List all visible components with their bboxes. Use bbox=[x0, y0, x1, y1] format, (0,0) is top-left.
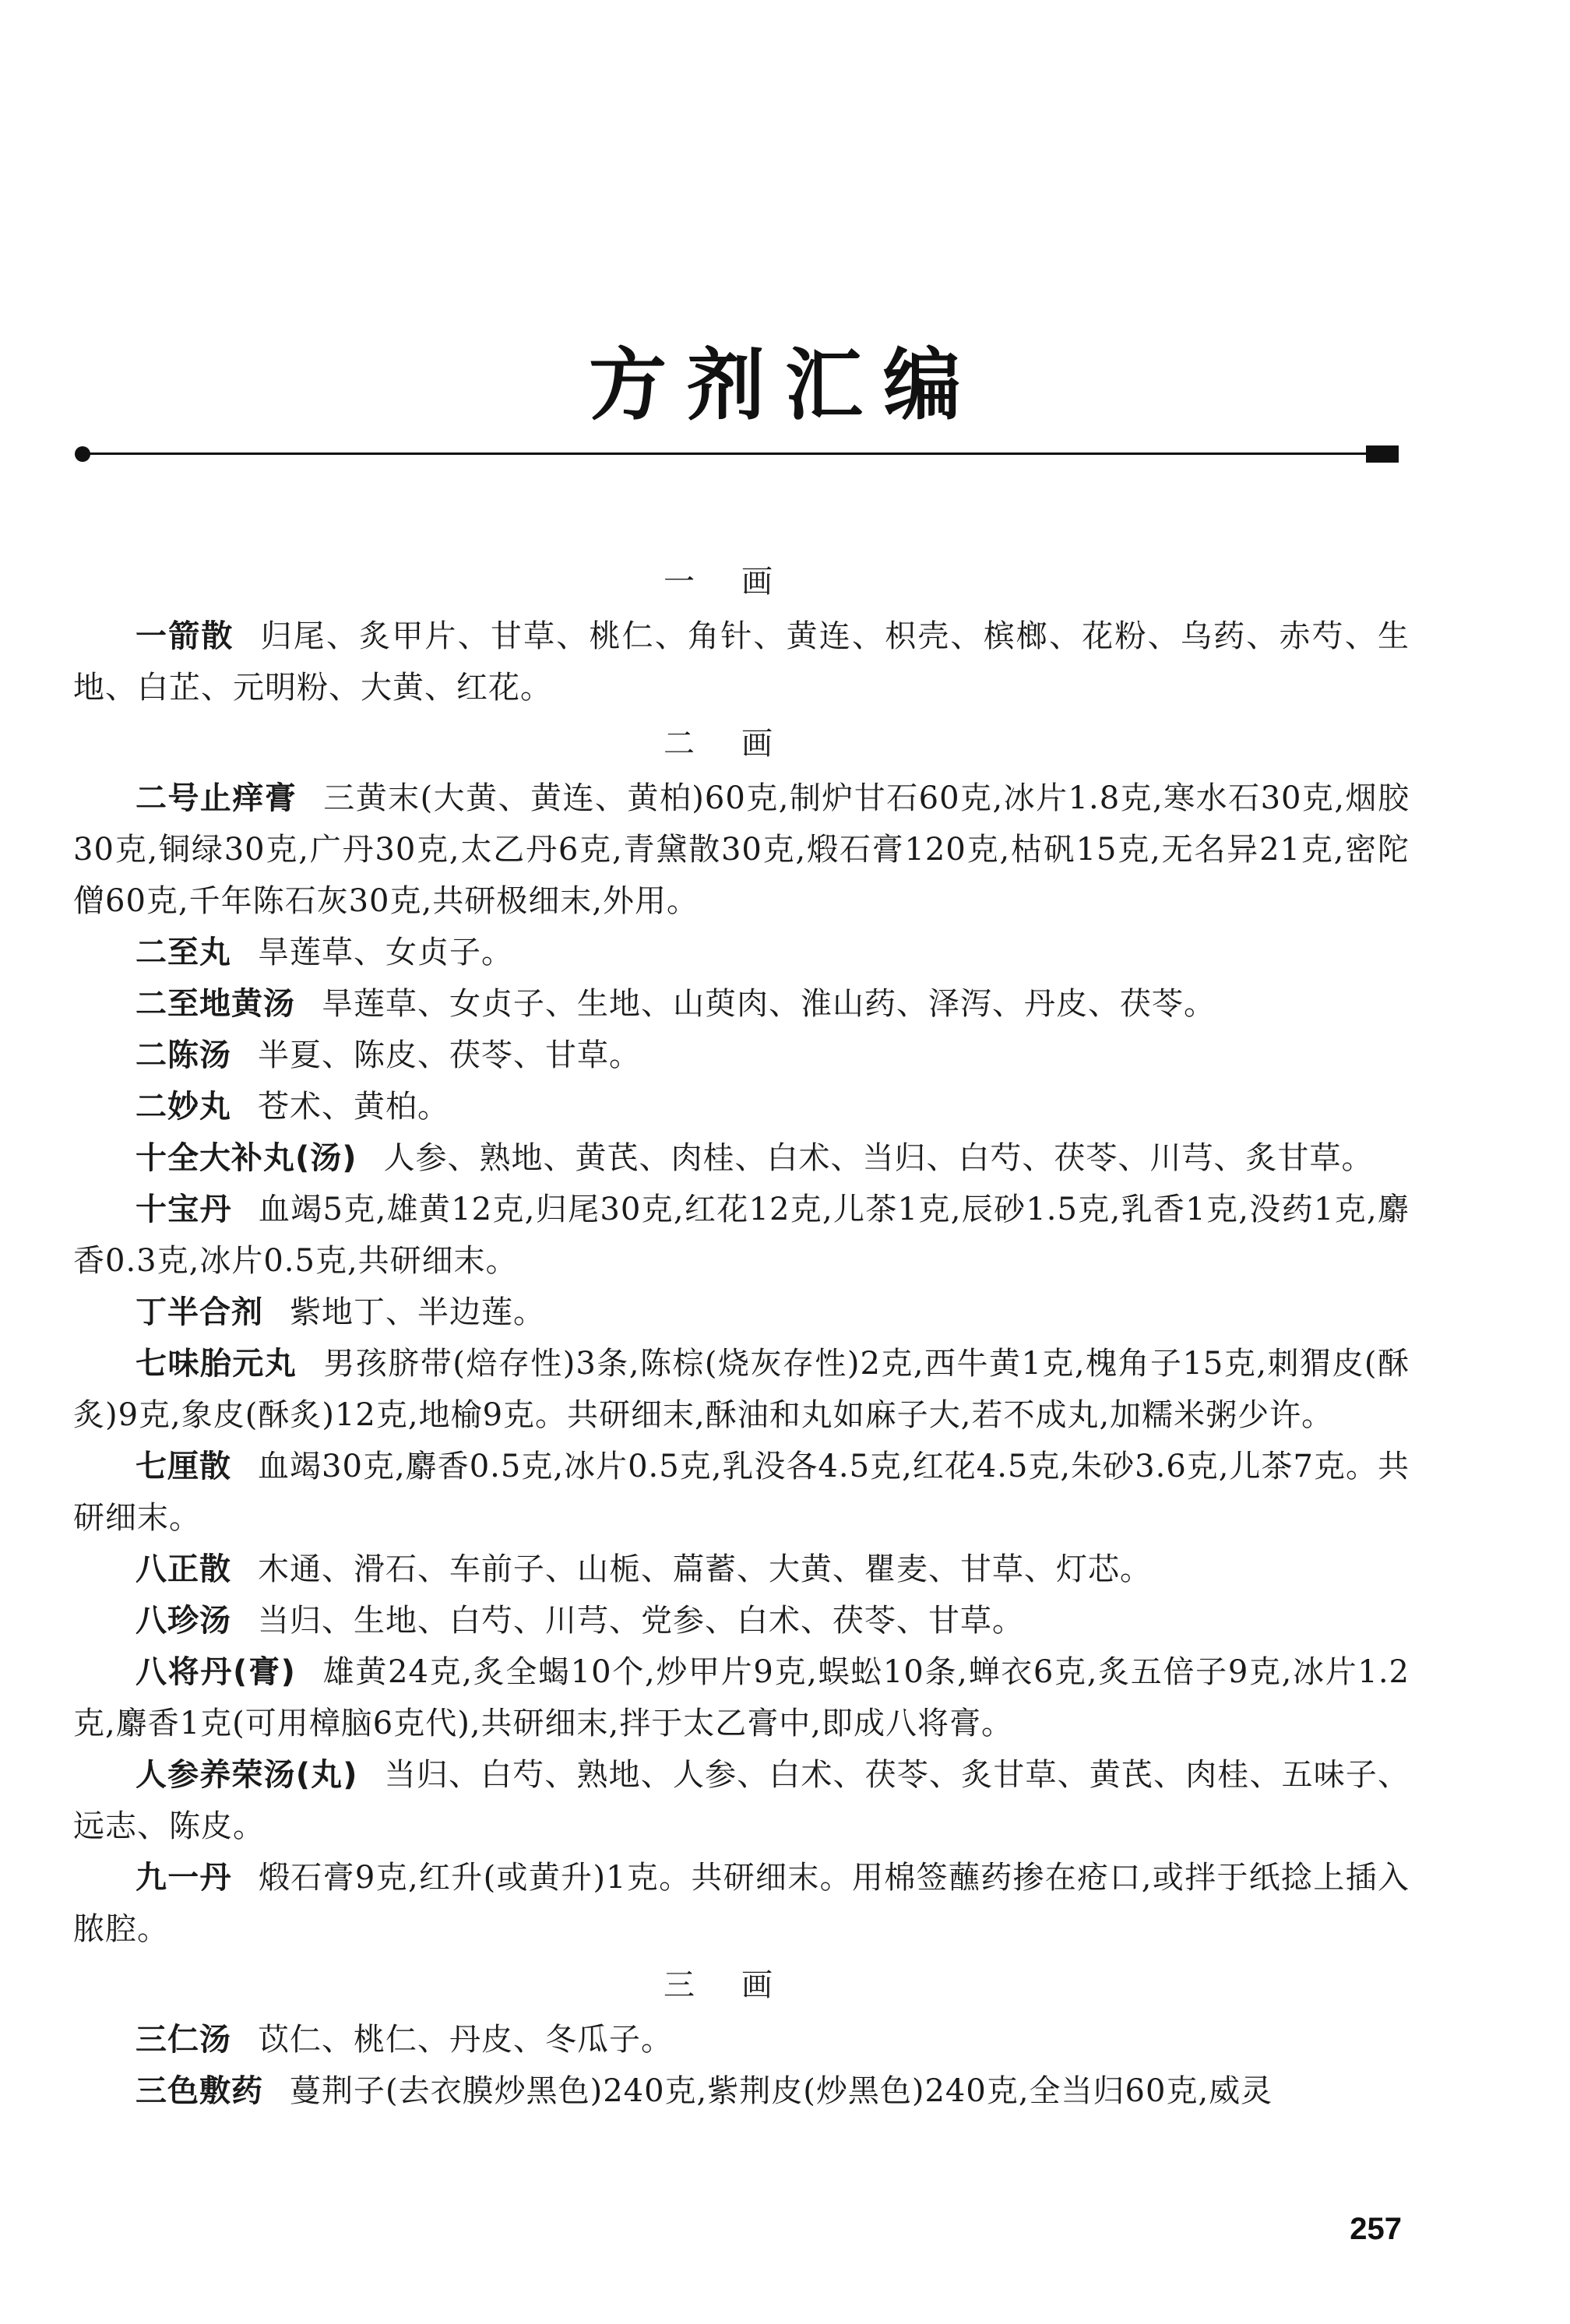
formula-ingredients: 木通、滑石、车前子、山栀、萹蓄、大黄、瞿麦、甘草、灯芯。 bbox=[258, 1551, 1152, 1587]
formula-entry bbox=[73, 1544, 1410, 1595]
formula-entry bbox=[73, 611, 1410, 713]
formula-name: 三仁汤 bbox=[136, 2022, 231, 2058]
section-heading: 二画 bbox=[664, 726, 819, 762]
formula-name: 七厘散 bbox=[136, 1449, 232, 1484]
formula-ingredients: 苍术、黄柏。 bbox=[258, 1089, 449, 1125]
formula-entry bbox=[73, 1030, 1410, 1081]
formula-ingredients: 血竭5克,雄黄12克,归尾30克,红花12克,儿茶1克,辰砂1.5克,乳香1克,没药1克,麝香0.3克,冰片0.5克,共研细末。 bbox=[73, 1192, 1410, 1279]
formula-entry bbox=[73, 1081, 1410, 1132]
formula-entry bbox=[73, 1132, 1410, 1184]
formula-ingredients: 半夏、陈皮、茯苓、甘草。 bbox=[258, 1037, 641, 1073]
formula-entry bbox=[73, 1287, 1410, 1338]
formula-name: 八将丹(膏) bbox=[136, 1654, 296, 1690]
formula-ingredients: 雄黄24克,炙全蝎10个,炒甲片9克,蜈蚣10条,蝉衣6克,炙五倍子9克,冰片1.2克,麝香1克(可用樟脑6克代),共研细末,拌于太乙膏中,即成八将膏。 bbox=[73, 1654, 1410, 1741]
formula-entry bbox=[73, 1749, 1410, 1852]
formula-ingredients: 当归、白芍、熟地、人参、白术、茯苓、炙甘草、黄芪、肉桂、五味子、远志、陈皮。 bbox=[73, 1757, 1410, 1844]
page-number: 257 bbox=[1350, 2212, 1402, 2246]
formula-name: 二至丸 bbox=[136, 935, 231, 970]
formula-name: 七味胎元丸 bbox=[136, 1346, 297, 1382]
formula-ingredients: 血竭30克,麝香0.5克,冰片0.5克,乳没各4.5克,红花4.5克,朱砂3.6克,儿茶7克。共研细末。 bbox=[73, 1449, 1410, 1536]
formula-entry bbox=[73, 2065, 1410, 2117]
formula-entry bbox=[73, 1852, 1410, 1955]
formula-entry bbox=[73, 1338, 1410, 1441]
formula-name: 丁半合剂 bbox=[136, 1294, 263, 1330]
formula-ingredients: 紫地丁、半边莲。 bbox=[290, 1294, 545, 1330]
divider-dot bbox=[75, 446, 90, 462]
formula-name: 一箭散 bbox=[136, 618, 234, 654]
page-title: 方剂汇编 bbox=[589, 340, 981, 431]
divider-block bbox=[1366, 445, 1399, 463]
formula-ingredients: 人参、熟地、黄芪、肉桂、白术、当归、白芍、茯苓、川芎、炙甘草。 bbox=[383, 1140, 1374, 1176]
divider-line bbox=[83, 452, 1375, 455]
formula-name: 十全大补丸(汤) bbox=[136, 1140, 357, 1176]
formula-name: 八珍汤 bbox=[136, 1603, 231, 1639]
formula-name: 八正散 bbox=[136, 1551, 231, 1587]
formula-ingredients: 苡仁、桃仁、丹皮、冬瓜子。 bbox=[258, 2022, 673, 2058]
formula-entry bbox=[73, 978, 1410, 1030]
formula-entry bbox=[73, 1646, 1410, 1749]
formula-ingredients: 三黄末(大黄、黄连、黄柏)60克,制炉甘石60克,冰片1.8克,寒水石30克,烟胶30克,铜绿30克,广丹30克,太乙丹6克,青黛散30克,煅石膏120克,枯矾15克,无名异21克,密陀僧60克,千年陈石灰30克,共研极细末,外用。 bbox=[73, 780, 1410, 919]
title-divider bbox=[75, 442, 1399, 466]
formula-name: 二妙丸 bbox=[136, 1089, 231, 1125]
formula-entry bbox=[73, 773, 1410, 927]
formula-name: 九一丹 bbox=[136, 1860, 232, 1896]
formula-name: 二陈汤 bbox=[136, 1037, 231, 1073]
formula-ingredients: 蔓荆子(去衣膜炒黑色)240克,紫荆皮(炒黑色)240克,全当归60克,威灵 bbox=[290, 2073, 1273, 2109]
formula-list bbox=[73, 551, 1410, 2117]
formula-name: 十宝丹 bbox=[136, 1192, 232, 1227]
formula-ingredients: 旱莲草、女贞子、生地、山萸肉、淮山药、泽泻、丹皮、茯苓。 bbox=[322, 986, 1216, 1022]
formula-entry bbox=[73, 2014, 1410, 2065]
formula-ingredients: 男孩脐带(焙存性)3条,陈棕(烧灰存性)2克,西牛黄1克,槐角子15克,刺猬皮(酥炙)9克,象皮(酥炙)12克,地榆9克。共研细末,酥油和丸如麻子大,若不成丸,加糯米粥少许。 bbox=[73, 1346, 1410, 1433]
formula-ingredients: 归尾、炙甲片、甘草、桃仁、角针、黄连、枳壳、槟榔、花粉、乌药、赤芍、生地、白芷、元明粉、大黄、红花。 bbox=[73, 618, 1410, 706]
formula-ingredients: 当归、生地、白芍、川芎、党参、白术、茯苓、甘草。 bbox=[258, 1603, 1024, 1639]
formula-name: 二号止痒膏 bbox=[136, 780, 297, 816]
formula-name: 人参养荣汤(丸) bbox=[136, 1757, 358, 1793]
formula-entry bbox=[73, 1441, 1410, 1544]
section-heading: 一画 bbox=[664, 564, 819, 600]
section-heading: 三画 bbox=[664, 1967, 819, 2003]
formula-entry bbox=[73, 1184, 1410, 1287]
formula-name: 二至地黄汤 bbox=[136, 986, 295, 1022]
formula-name: 三色敷药 bbox=[136, 2073, 263, 2109]
formula-ingredients: 旱莲草、女贞子。 bbox=[258, 935, 513, 970]
formula-entry bbox=[73, 1595, 1410, 1646]
formula-ingredients: 煅石膏9克,红升(或黄升)1克。共研细末。用棉签蘸药掺在疮口,或拌于纸捻上插入脓腔。 bbox=[73, 1860, 1410, 1947]
formula-entry bbox=[73, 927, 1410, 978]
